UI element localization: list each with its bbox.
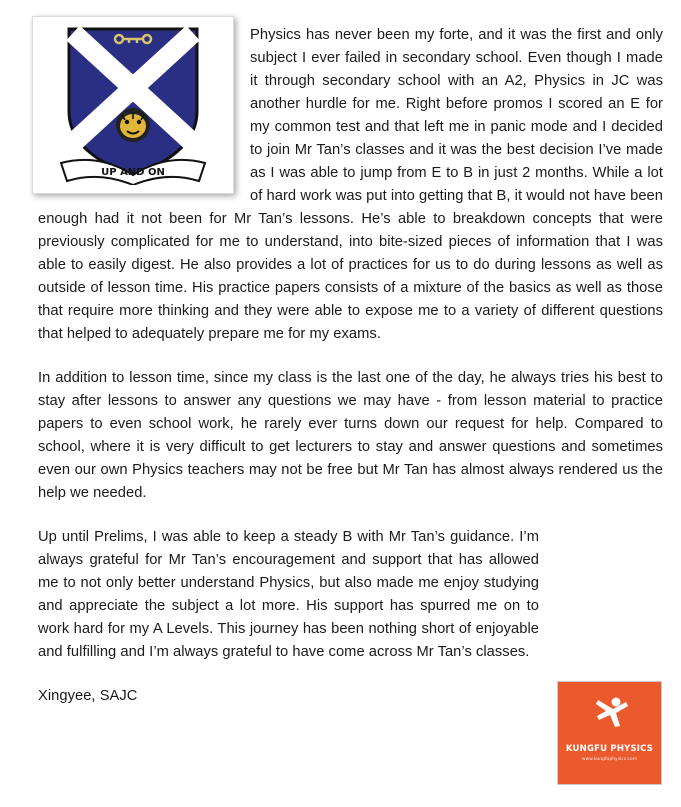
testimonial-paragraph-3: Up until Prelims, I was able to keep a steady B with Mr Tan’s guidance. I’m always grateful for Mr Tan’s encouragement and support that has allowed me to not only better understand Physics, but also made me enjoy studying and appreciate the subject a lot more. His support has spurred me on to work hard for my A Levels. This journey has been nothing short of enjoyable and fulfilling and I’m always grateful to have come across Mr Tan’s classes. (38, 529, 539, 660)
logo-brand-url: www.kungfuphysics.com (581, 757, 638, 762)
testimonial-paragraph-1: Physics has never been my forte, and it was the first and only subject I ever failed in secondary school. Even though I made it through secondary school with an A2, Physics in JC was another hurdle for me. Right before promos I scored an E for my common test and that left me in panic mode and I decided to join Mr Tan’s classes and it was the best decision I’ve made as I was able to jump from E to B in just 2 months. While a lot of hard work was put into getting that B, it would not have been enough had it not been for Mr Tan’s lessons. He’s able to breakdown concepts that were previously complicated for me to understand, into bite-sized pieces of information that I was able to easily digest. He also provides a lot of practices for us to do during lessons as well as outside of lesson time. His practice papers consists of a mixture of the basics as well as those that require more thinking and they were able to expose me to a variety of different questions that helped to adequately prepare me for my exams. (38, 27, 663, 342)
logo-brand-name: KUNGFU PHYSICS (565, 744, 654, 754)
testimonial-signature: Xingyee, SAJC (38, 688, 138, 704)
crest-motto: UP AND ON (101, 167, 165, 178)
testimonial-body (38, 24, 663, 729)
testimonial-paragraph-2: In addition to lesson time, since my class is the last one of the day, he always tries his best to stay after lessons to answer any questions we may have - from lesson material to practice papers to even school work, he rarely ever turns down our request for help. Compared to school, where it is very difficult to get lecturers to stay and answer questions and sometimes even our own Physics teachers may not be free but Mr Tan has almost always rendered us the help we needed. (38, 370, 663, 501)
